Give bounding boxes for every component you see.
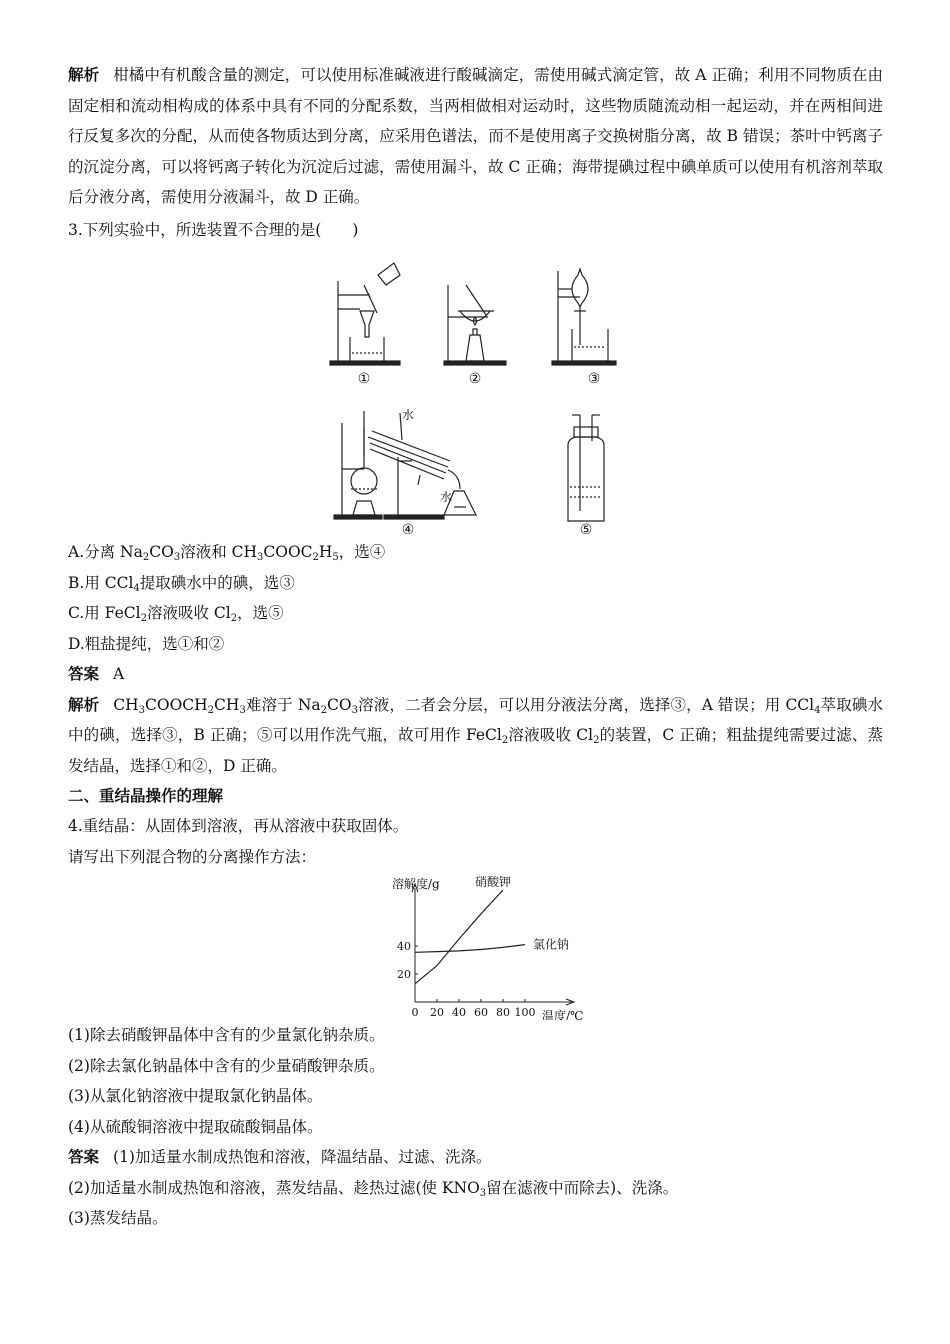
fig-label-5: ⑤ bbox=[579, 522, 593, 537]
water-in-label: 水 bbox=[402, 408, 415, 422]
chart-xlabel: 温度/℃ bbox=[542, 1009, 584, 1020]
question-4-stem: 4.重结晶：从固体到溶液，再从溶液中获取固体。 bbox=[68, 817, 409, 835]
answer-q4-2: (2)加适量水制成热饱和溶液，蒸发结晶、趁热过滤(使 $KNO_3$留在滤液中而除去)、洗涤。 bbox=[68, 1178, 679, 1199]
section-2-title: 二、重结晶操作的理解 bbox=[68, 787, 224, 805]
q4-sub-3: (3)从氯化钠溶液中提取氯化钠晶体。 bbox=[68, 1087, 323, 1105]
y-tick-label: 20 bbox=[397, 968, 411, 981]
apparatus-1-filtration bbox=[330, 263, 400, 365]
x-tick-label: 80 bbox=[496, 1006, 510, 1019]
apparatus-3-separatory-funnel bbox=[552, 269, 616, 365]
option-a: A.分离 $Na_2CO_3$溶液和 $CH_3COOC_2H_5$，选④ bbox=[68, 543, 386, 563]
q4-sub-4: (4)从硫酸铜溶液中提取硫酸铜晶体。 bbox=[68, 1117, 323, 1136]
apparatus-figure bbox=[68, 245, 883, 537]
analysis-q2 bbox=[68, 60, 883, 213]
page bbox=[68, 60, 883, 1234]
question-3-stem: 3.下列实验中，所选装置不合理的是( ) bbox=[68, 220, 359, 239]
solubility-chart bbox=[68, 872, 883, 1020]
series-line-2 bbox=[415, 945, 525, 953]
apparatus-4-distillation bbox=[334, 411, 476, 519]
x-tick-label: 0 bbox=[411, 1006, 419, 1019]
solubility-chart-svg bbox=[68, 872, 883, 1020]
x-tick-label: 40 bbox=[452, 1006, 466, 1019]
series-label-2: 氯化钠 bbox=[533, 937, 570, 952]
apparatus-5-gas-washing-bottle bbox=[568, 415, 604, 521]
series-label-1: 硝酸钾 bbox=[475, 875, 512, 889]
fig-label-2: ② bbox=[468, 371, 482, 387]
option-d: D.粗盐提纯，选①和② bbox=[68, 634, 225, 653]
option-b: B.用 CCl$_4$提取碘水中的碘，选③ bbox=[68, 573, 295, 594]
apparatus-2-evaporation bbox=[444, 285, 506, 365]
fig-label-1: ① bbox=[357, 371, 371, 387]
question-4-prompt: 请写出下列混合物的分离操作方法： bbox=[68, 847, 317, 866]
apparatus-svg bbox=[68, 245, 883, 537]
x-tick-label: 20 bbox=[430, 1006, 444, 1019]
series-line-1 bbox=[415, 890, 503, 984]
q4-sub-1: (1)除去硝酸钾晶体中含有的少量氯化钠杂质。 bbox=[68, 1026, 385, 1044]
chart-ylabel: 溶解度/g bbox=[392, 877, 440, 891]
analysis-text: 柑橘中有机酸含量的测定，可以使用标准碱液进行酸碱滴定，需使用碱式滴定管，故 A 正确；利用不同物质在由固定相和流动相构成的体系中具有不同的分配系数，当两相做相对运动时，这些物质随流动相一起运动，并在两相间进行反复多次的分配，从而使各物质达到分离，应采用色谱法，而不是使用离子交换树脂分离，故 B 错误；茶叶中钙离子的沉淀分离，可以将钙离子转化为沉淀后过滤，需使用漏斗，故 C 正确；海带提碘过程中碘单质可以使用有机溶剂萃取后分液分离，需使用分液漏斗，故 D 正确。 bbox=[68, 66, 883, 206]
x-tick-label: 60 bbox=[474, 1006, 488, 1019]
q4-sub-2: (2)除去氯化钠晶体中含有的少量硝酸钾杂质。 bbox=[68, 1056, 385, 1075]
analysis-label: 解析 bbox=[68, 66, 100, 84]
analysis-q3: 解析 $CH_3COOCH_2CH_3$难溶于 $Na_2CO_3$溶液，二者会分层，可以用分液法分离，选择③，A 错误；用 CCl$_4$萃取碘水中的碘，选择③，B 正确；⑤可以用作洗气瓶，故可用作 FeCl$_2$溶液吸收 $Cl_2$的装置，C 正确；粗盐提纯需要过滤、蒸发结晶，选择①和②，D 正确。 bbox=[68, 695, 883, 775]
fig-label-3: ③ bbox=[587, 371, 601, 387]
water-out-label: 水 bbox=[440, 490, 453, 504]
x-tick-label: 100 bbox=[514, 1006, 536, 1019]
answer-q3: 答案 A bbox=[68, 665, 125, 683]
option-c: C.用 FeCl$_2$溶液吸收 $Cl_2$，选⑤ bbox=[68, 604, 284, 624]
answer-q4-3: (3)蒸发结晶。 bbox=[68, 1209, 168, 1227]
fig-label-4: ④ bbox=[401, 522, 415, 537]
answer-q4-1: 答案 (1)加适量水制成热饱和溶液，降温结晶、过滤、洗涤。 bbox=[68, 1148, 492, 1166]
y-tick-label: 40 bbox=[397, 940, 411, 953]
